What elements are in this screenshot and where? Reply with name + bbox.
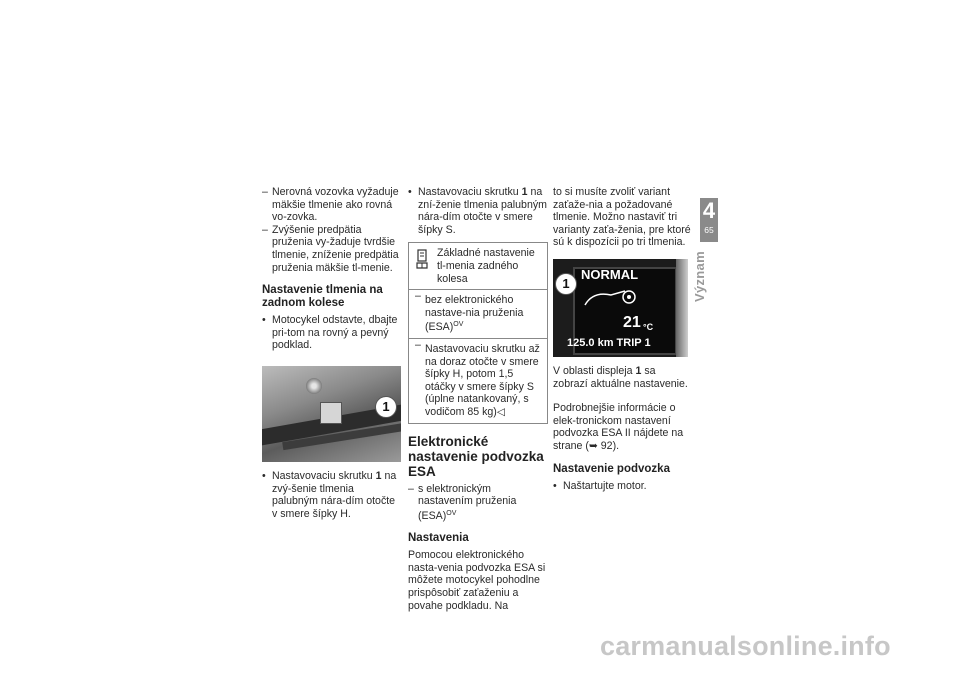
note-text: bez elektronického nastave-nia pruženia (ESA) bbox=[425, 294, 524, 334]
item-text: Naštartujte motor. bbox=[563, 479, 647, 492]
dash-marker: – bbox=[415, 338, 421, 351]
item-text: s elektronickým nastavením pruženia (ESA) bbox=[418, 482, 517, 522]
section-heading: Nastavenie podvozka bbox=[553, 462, 670, 475]
display-edge bbox=[676, 259, 688, 357]
display-mode-text: NORMAL bbox=[581, 266, 639, 282]
shock-absorber-photo bbox=[262, 366, 401, 462]
list-item bbox=[262, 224, 402, 274]
chapter-tab bbox=[700, 198, 718, 242]
paragraph: Pomocou elektronického nasta-venia podvozka ESA si môžete motocykel pohodlne prispôsobiť zaťaženiu a povahe podkladu. Na bbox=[408, 549, 546, 612]
bullet-marker: • bbox=[553, 479, 557, 492]
chapter-number: 4 bbox=[702, 198, 716, 223]
column-2 bbox=[408, 186, 548, 612]
note-text: Nastavovaciu skrutku až na doraz otočte v smere šípky H, potom 1,5 otáčky v smere šípky S (úplne natankovaný, s vodičom 85 kg)◁ bbox=[425, 342, 540, 418]
note-row bbox=[409, 339, 547, 423]
option-superscript: OV bbox=[453, 321, 464, 329]
bullet-marker: • bbox=[262, 314, 266, 327]
list-item bbox=[262, 314, 402, 352]
display-trip-bar: 125.0 km TRIP 1 bbox=[567, 336, 651, 349]
callout-badge: 1 bbox=[555, 273, 577, 295]
watermark: carmanualsonline.info bbox=[600, 631, 891, 661]
list-item bbox=[262, 470, 402, 520]
paragraph: to si musíte zvoliť variant zaťaže-nia a požadované tlmenie. Možno nastaviť tri varianty zaťa-ženia, pre ktoré sú k dispozícii po tri tlmenia. bbox=[553, 186, 691, 249]
dash-marker: – bbox=[408, 482, 414, 495]
dash-marker: – bbox=[262, 223, 268, 236]
column-1 bbox=[262, 186, 402, 520]
item-text: Zvýšenie predpätia pruženia vy-žaduje tvrdšie tlmenie, zníženie predpätia pruženia mäkšie tl-menie. bbox=[272, 223, 399, 274]
spacer bbox=[553, 390, 693, 402]
section-heading: Elektronické nastavenie podvozka ESA bbox=[408, 433, 544, 479]
list-item bbox=[553, 480, 693, 493]
item-text: Nastavovaciu skrutku 1 na zvý-šenie tlmenia palubným nára-dím otočte v smere šípky H. bbox=[272, 469, 397, 520]
bolt-shape bbox=[306, 378, 322, 394]
option-superscript: OV bbox=[446, 509, 457, 517]
note-row bbox=[409, 243, 547, 290]
paragraph: Podrobnejšie informácie o elek-tronickom nastavení podvozka ESA II nájdete na strane (➥ 92). bbox=[553, 402, 684, 452]
note-row bbox=[409, 290, 547, 339]
item-text: Nerovná vozovka vyžaduje mäkšie tlmenie ako rovná vo-zovka. bbox=[272, 186, 399, 224]
display-temperature-unit: °C bbox=[643, 321, 654, 332]
adjuster-screw-shape bbox=[320, 402, 342, 424]
bullet-marker: • bbox=[408, 186, 412, 198]
list-item bbox=[408, 186, 548, 236]
list-item bbox=[408, 483, 548, 523]
column-3 bbox=[553, 186, 693, 492]
page-number: 65 bbox=[704, 225, 714, 235]
list-item bbox=[262, 186, 402, 224]
wrench-note-icon bbox=[415, 249, 429, 269]
section-side-label: Význam bbox=[692, 251, 707, 302]
subsection-heading: Nastavenia bbox=[408, 532, 469, 545]
callout-badge: 1 bbox=[375, 396, 397, 418]
bullet-marker: • bbox=[262, 469, 266, 482]
page-ref-icon: ➥ bbox=[588, 439, 598, 452]
item-text: Motocykel odstavte, dbajte pri-tom na rovný a pevný podklad. bbox=[272, 314, 398, 352]
note-text: Základné nastavenie tl-menia zadného kolesa bbox=[437, 247, 535, 285]
section-heading: Nastavenie tlmenia na zadnom kolese bbox=[262, 284, 383, 310]
display-photo bbox=[553, 259, 688, 357]
dash-marker: – bbox=[415, 290, 421, 303]
item-text: Nastavovaciu skrutku 1 na zní-ženie tlmenia palubným nára-dím otočte v smere šípky S. bbox=[418, 186, 547, 236]
paragraph: V oblasti displeja 1 sa zobrazí aktuálne nastavenie. bbox=[553, 364, 688, 390]
dash-marker: – bbox=[262, 186, 268, 198]
display-temperature: 21 bbox=[623, 313, 641, 331]
page-ref-link[interactable]: 92). bbox=[600, 439, 620, 452]
note-box bbox=[408, 242, 548, 423]
motorcycle-icon bbox=[581, 287, 641, 309]
